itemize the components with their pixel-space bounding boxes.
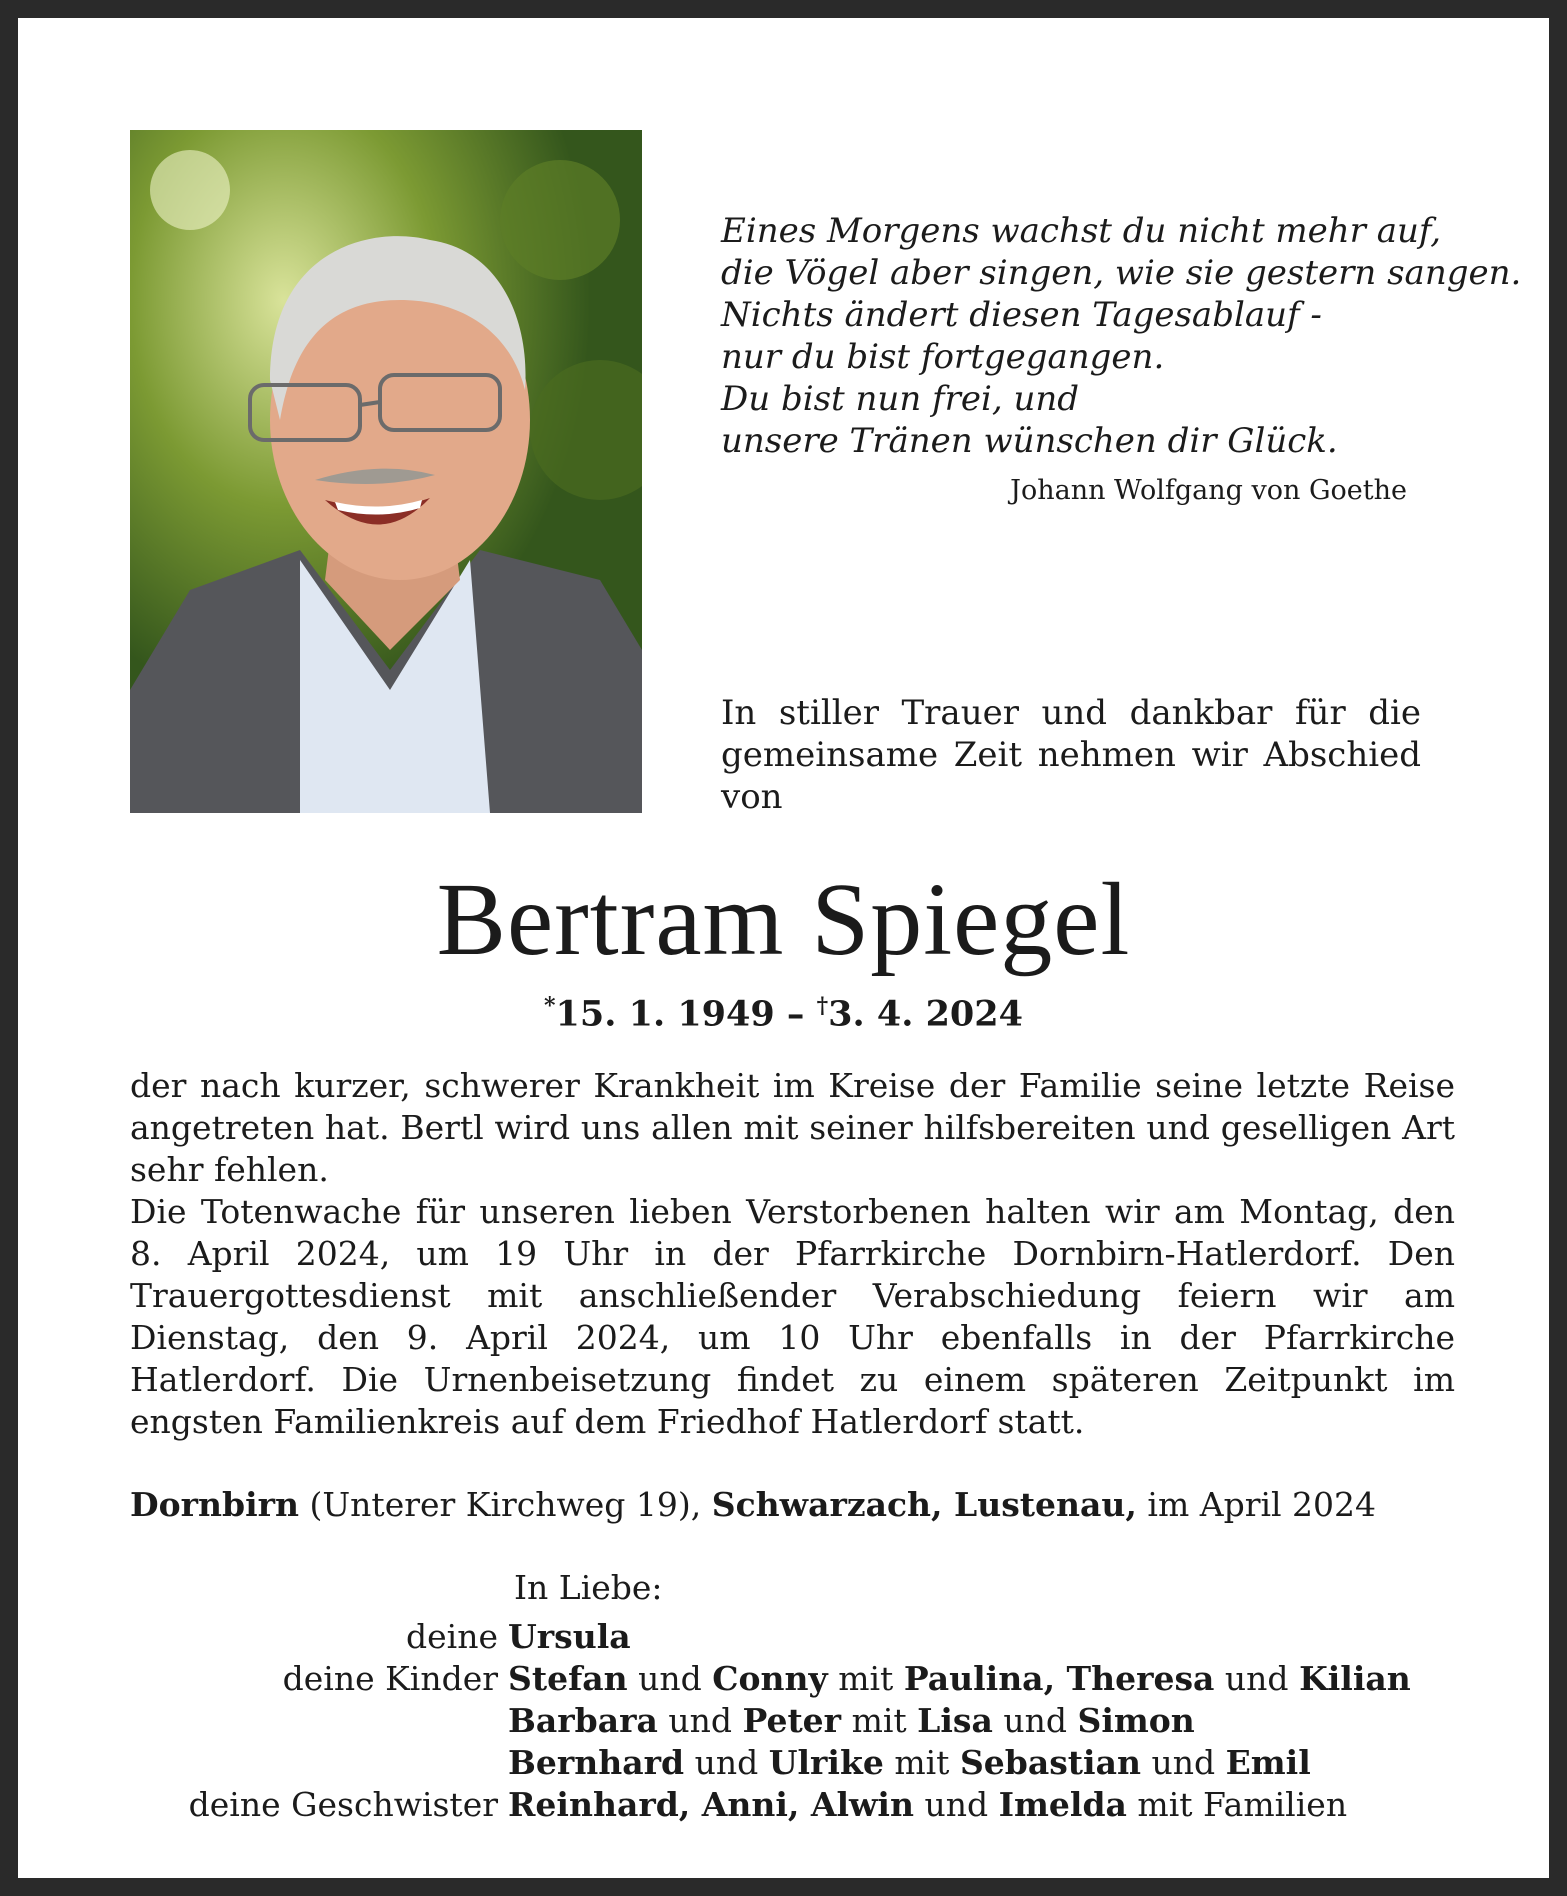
life-dates [18,993,1549,1035]
poem-line: Nichts ändert diesen Tagesablauf - [721,295,1322,335]
family-label: deine [406,1617,498,1656]
place-date: im April 2024 [1136,1485,1377,1524]
family-row-children [130,1742,1455,1784]
family-name: Ulrike [768,1743,884,1782]
intro-text: In stiller Trauer und dankbar für die gemeinsame Zeit nehmen wir Abschied von [721,693,1421,817]
family-name: Kilian [1299,1659,1411,1698]
connector: mit [841,1701,918,1740]
family-name: Paulina, Theresa [903,1659,1215,1698]
family-name: Ursula [508,1617,631,1656]
family-name: Emil [1225,1743,1311,1782]
family-label [130,1742,508,1784]
portrait-photo [130,130,642,813]
family-list [130,1616,1455,1826]
family-row-wife [130,1616,1455,1658]
family-name: Barbara [508,1701,658,1740]
love-heading: In Liebe: [514,1568,663,1607]
connector: und [657,1701,743,1740]
body-paragraph: der nach kurzer, schwerer Krankheit im Kreise der Familie seine letzte Reise angetreten hat. Bertl wird uns allen mit seiner hilfsbereiten und geselligen Art sehr fehlen. [130,1066,1455,1189]
poem-line: Du bist nun frei, und [721,379,1080,419]
announcement-body [130,1065,1455,1443]
family-label: deine Geschwister [188,1785,498,1824]
family-name: Sebastian [959,1743,1141,1782]
family-label: deine Kinder [282,1659,498,1698]
obituary-page [18,18,1549,1878]
family-name: Lisa [917,1701,993,1740]
connector: und [627,1659,713,1698]
family-row-children [130,1658,1455,1700]
birth-date: 15. 1. 1949 [555,993,775,1035]
family-name: Peter [742,1701,842,1740]
place-and-date [130,1485,1376,1524]
poem [721,210,1522,462]
connector: und [992,1701,1078,1740]
poem-line: die Vögel aber singen, wie sie gestern sangen. [721,253,1522,293]
place-city: Dornbirn [130,1485,299,1524]
poem-line: unsere Tränen wünschen dir Glück. [721,421,1338,461]
family-name: Stefan [508,1659,628,1698]
death-date: 3. 4. 2024 [828,993,1023,1035]
connector: mit [827,1659,904,1698]
connector: und [684,1743,769,1782]
poem-author: Johann Wolfgang von Goethe [1010,475,1407,506]
place-cities: Schwarzach, Lustenau, [711,1485,1137,1524]
portrait-illustration [130,130,642,813]
family-row-siblings [130,1784,1455,1826]
connector: und [1214,1659,1300,1698]
place-address: (Unterer Kirchweg 19), [299,1485,712,1524]
poem-line: Eines Morgens wachst du nicht mehr auf, [721,211,1442,251]
family-name: Reinhard, Anni, Alwin [508,1785,914,1824]
connector: mit Familien [1126,1785,1348,1824]
birth-symbol: * [544,993,556,1019]
date-separator: – [774,993,817,1035]
deceased-name: Bertram Spiegel [436,862,1131,977]
family-name: Imelda [998,1785,1127,1824]
family-label [130,1700,508,1742]
family-name: Simon [1077,1701,1195,1740]
connector: und [1140,1743,1226,1782]
family-row-children [130,1700,1455,1742]
family-name: Bernhard [508,1743,685,1782]
death-symbol: † [816,993,829,1019]
family-name: Conny [712,1659,828,1698]
body-paragraph: Die Totenwache für unseren lieben Verstorbenen halten wir am Montag, den 8. April 2024, um 19 Uhr in der Pfarrkirche Dornbirn-Hatlerdorf. Den Trauergottesdienst mit anschließender Verabschiedung feiern wir am Dienstag, den 9. April 2024, um 10 Uhr ebenfalls in der Pfarrkirche Hatlerdorf. Die Urnenbeisetzung findet zu einem späteren Zeitpunkt im engsten Familienkreis auf dem Friedhof Hatlerdorf statt. [130,1192,1455,1441]
connector: mit [883,1743,960,1782]
connector: und [913,1785,999,1824]
poem-line: nur du bist fortgegangen. [721,337,1165,377]
